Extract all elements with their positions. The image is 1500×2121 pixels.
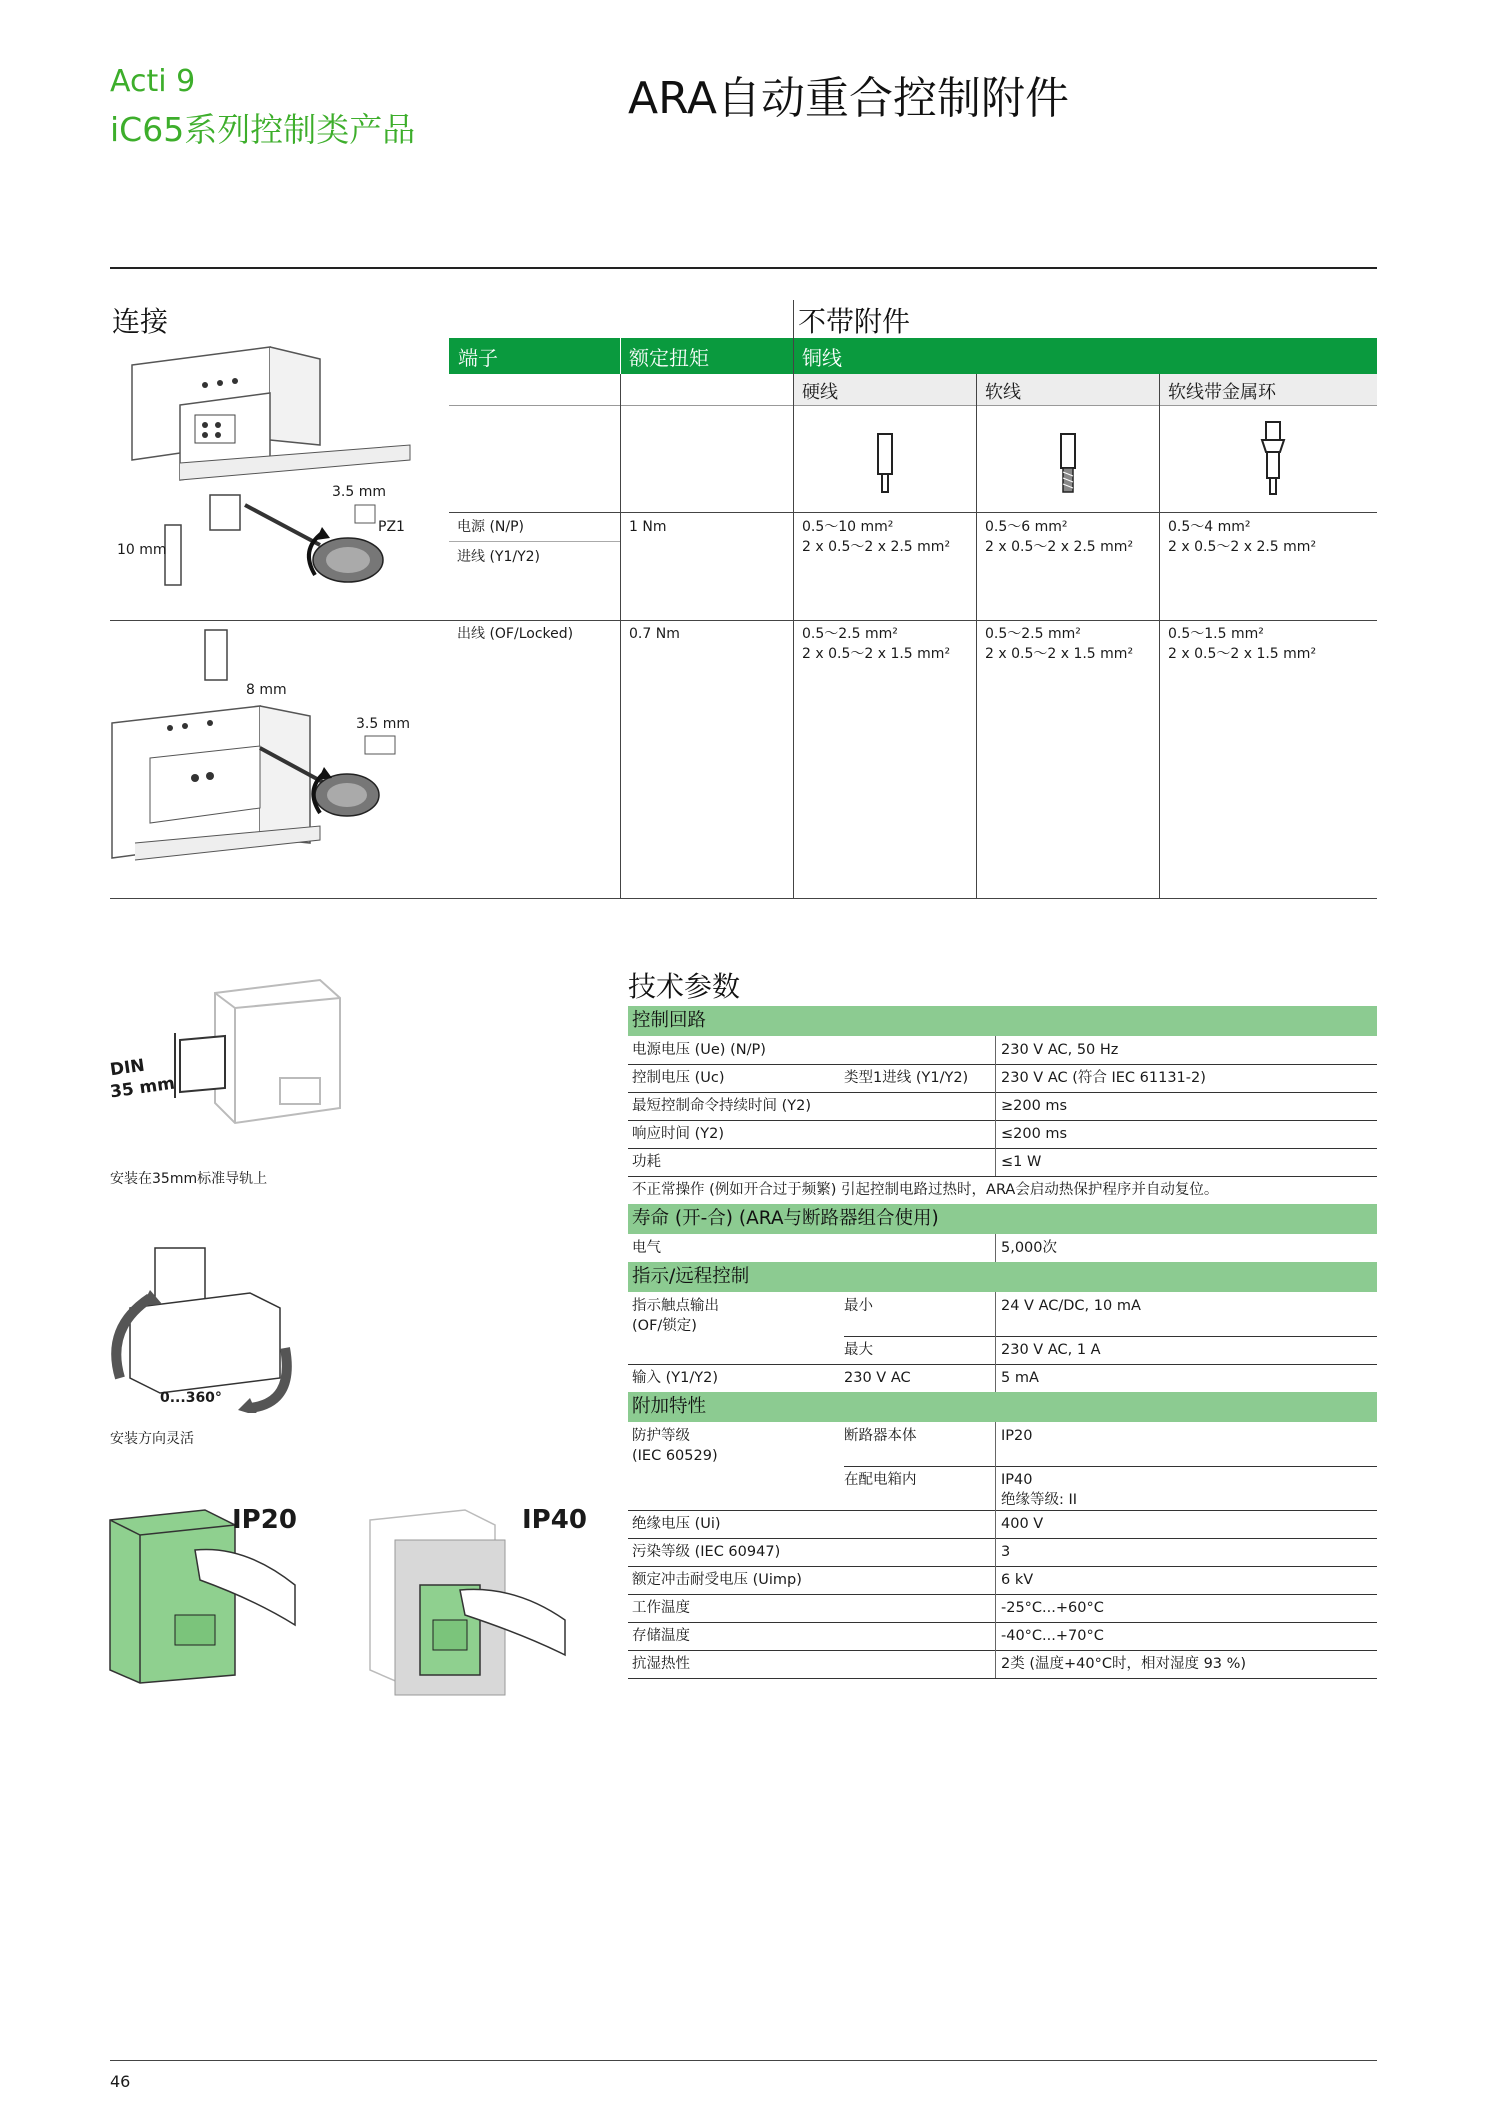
spec-col-divider xyxy=(995,1510,996,1538)
grid-line xyxy=(620,374,621,899)
connection-table-header xyxy=(449,338,1377,374)
spec-row-border xyxy=(628,1364,1377,1365)
din-caption: 安装在35mm标准导轨上 xyxy=(110,1171,268,1187)
din-label: DIN xyxy=(108,1055,146,1081)
spec-value: 2类 (温度+40°C时，相对湿度 93 %) xyxy=(1001,1656,1247,1672)
spec-row-border xyxy=(628,1092,1377,1093)
col-copper-label: 铜线 xyxy=(802,346,842,370)
din-size-label: 35 mm xyxy=(108,1073,177,1103)
spec-col-divider xyxy=(995,1422,996,1466)
spec-row-border xyxy=(628,1678,1377,1679)
spec-col-divider xyxy=(995,1292,996,1336)
spec-param: 指示触点输出 (OF/锁定) xyxy=(632,1298,719,1334)
spec-col-divider xyxy=(995,1064,996,1092)
orientation-caption: 安装方向灵活 xyxy=(110,1431,194,1447)
spec-param: 响应时间 (Y2) xyxy=(632,1126,725,1142)
spec-value: 6 kV xyxy=(1001,1572,1034,1588)
spec-row-border xyxy=(844,1466,1377,1467)
col-torque-label: 额定扭矩 xyxy=(629,346,709,370)
grid-line xyxy=(1159,374,1160,899)
spec-row-border xyxy=(844,1336,1377,1337)
spec-note: 不正常操作 (例如开合过于频繁) 引起控制电路过热时，ARA会启动热保护程序并自动复位。 xyxy=(632,1182,1219,1198)
brand-line-2: iC65系列控制类产品 xyxy=(110,110,416,149)
col-terminal-label: 端子 xyxy=(458,346,498,370)
soft-wire-range-2: 2 x 0.5～2 x 2.5 mm² xyxy=(985,539,1134,555)
spec-param: 抗湿热性 xyxy=(632,1656,690,1672)
spec-subparam: 最小 xyxy=(844,1298,873,1314)
dim-screw-label: 3.5 mm xyxy=(332,484,386,500)
spec-col-divider xyxy=(995,1036,996,1064)
spec-row-border xyxy=(628,1650,1377,1651)
wiring-illustration-input xyxy=(110,345,445,615)
spec-col-divider xyxy=(995,1364,996,1392)
grid-line xyxy=(976,374,977,899)
dim-screw-label: 3.5 mm xyxy=(356,716,410,732)
spec-param: 控制电压 (Uc) xyxy=(632,1070,725,1086)
ferrule-range: 0.5～4 mm² xyxy=(1168,519,1251,535)
no-accessory-heading: 不带附件 xyxy=(798,305,911,338)
ferrule-range-2: 2 x 0.5～2 x 1.5 mm² xyxy=(1168,646,1317,662)
spec-value: ≤200 ms xyxy=(1001,1126,1068,1142)
terminal-supply: 电源 (N/P) xyxy=(457,519,525,535)
ip40-label: IP40 xyxy=(522,1505,587,1535)
top-rule xyxy=(110,267,1377,269)
spec-section-header: 指示/远程控制 xyxy=(628,1262,1377,1292)
spec-row-border xyxy=(628,1566,1377,1567)
spec-param: 防护等级 (IEC 60529) xyxy=(632,1428,718,1464)
spec-col-divider xyxy=(995,1120,996,1148)
torque-value: 1 Nm xyxy=(629,519,667,535)
spec-value: 5 mA xyxy=(1001,1370,1039,1386)
spec-col-divider xyxy=(995,1566,996,1594)
spec-value: 400 V xyxy=(1001,1516,1044,1532)
connection-heading: 连接 xyxy=(112,305,169,338)
page-number: 46 xyxy=(110,2072,131,2091)
spec-param: 输入 (Y1/Y2) xyxy=(632,1370,718,1386)
spec-subparam: 在配电箱内 xyxy=(844,1472,917,1488)
ferrule-wire-icon xyxy=(1258,420,1288,496)
soft-wire-range: 0.5～6 mm² xyxy=(985,519,1068,535)
spec-subparam: 最大 xyxy=(844,1342,873,1358)
hard-wire-range: 0.5～2.5 mm² xyxy=(802,626,898,642)
spec-value: 3 xyxy=(1001,1544,1011,1560)
spec-param: 功耗 xyxy=(632,1154,661,1170)
spec-value: 5,000次 xyxy=(1001,1240,1058,1256)
dim-strip-label: 8 mm xyxy=(246,682,287,698)
spec-value: -40°C...+70°C xyxy=(1001,1628,1104,1644)
spec-param: 存储温度 xyxy=(632,1628,690,1644)
brand-line-1: Acti 9 xyxy=(110,64,196,99)
spec-subparam: 230 V AC xyxy=(844,1370,911,1386)
spec-col-divider xyxy=(995,1466,996,1510)
spec-col-divider xyxy=(995,1594,996,1622)
spec-subparam: 断路器本体 xyxy=(844,1428,917,1444)
rotation-label: 0...360° xyxy=(160,1390,222,1406)
spec-col-divider xyxy=(995,1336,996,1364)
sub-col-soft: 软线 xyxy=(985,382,1021,403)
spec-value: 230 V AC, 50 Hz xyxy=(1001,1042,1119,1058)
spec-row-border xyxy=(628,1120,1377,1121)
sub-col-hard: 硬线 xyxy=(802,382,838,403)
spec-section-header: 寿命 (开-合) (ARA与断路器组合使用) xyxy=(628,1204,1377,1234)
ferrule-range-2: 2 x 0.5～2 x 2.5 mm² xyxy=(1168,539,1317,555)
spec-section-header: 控制回路 xyxy=(628,1006,1377,1036)
spec-value: ≤1 W xyxy=(1001,1154,1042,1170)
footer-rule xyxy=(110,2060,1377,2061)
torque-value: 0.7 Nm xyxy=(629,626,680,642)
soft-wire-range-2: 2 x 0.5～2 x 1.5 mm² xyxy=(985,646,1134,662)
ip20-label: IP20 xyxy=(232,1505,297,1535)
sub-header-blank xyxy=(449,374,793,405)
spec-param: 电气 xyxy=(632,1240,661,1256)
spec-param: 电源电压 (Ue) (N/P) xyxy=(632,1042,766,1058)
hard-wire-icon xyxy=(872,432,898,494)
spec-param: 工作温度 xyxy=(632,1600,690,1616)
driver-type-label: PZ1 xyxy=(378,519,405,535)
spec-col-divider xyxy=(995,1650,996,1678)
grid-line xyxy=(449,405,1377,406)
soft-wire-range: 0.5～2.5 mm² xyxy=(985,626,1081,642)
terminal-output: 出线 (OF/Locked) xyxy=(457,626,574,642)
spec-value: IP40 绝缘等级: II xyxy=(1001,1472,1078,1508)
grid-line xyxy=(449,541,620,542)
spec-value: 230 V AC (符合 IEC 61131-2) xyxy=(1001,1070,1206,1086)
grid-line xyxy=(793,300,794,899)
sub-header-band xyxy=(793,374,1377,405)
hard-wire-range: 0.5～10 mm² xyxy=(802,519,894,535)
spec-value: 24 V AC/DC, 10 mA xyxy=(1001,1298,1141,1314)
spec-param: 最短控制命令持续时间 (Y2) xyxy=(632,1098,812,1114)
spec-col-divider xyxy=(995,1538,996,1566)
ferrule-range: 0.5～1.5 mm² xyxy=(1168,626,1264,642)
spec-param: 污染等级 (IEC 60947) xyxy=(632,1544,781,1560)
dim-strip-label: 10 mm xyxy=(117,542,167,558)
spec-value: -25°C...+60°C xyxy=(1001,1600,1104,1616)
terminal-input: 进线 (Y1/Y2) xyxy=(457,549,541,565)
sub-col-ferrule: 软线带金属环 xyxy=(1168,382,1276,403)
soft-wire-icon xyxy=(1055,432,1081,494)
header-divider xyxy=(620,338,621,374)
spec-section-header: 附加特性 xyxy=(628,1392,1377,1422)
grid-line xyxy=(110,620,1377,621)
specs-heading: 技术参数 xyxy=(628,970,741,1003)
grid-line xyxy=(449,512,1377,513)
hard-wire-range-2: 2 x 0.5～2 x 2.5 mm² xyxy=(802,539,951,555)
spec-row-border xyxy=(628,1176,1377,1177)
spec-value: ≥200 ms xyxy=(1001,1098,1068,1114)
spec-col-divider xyxy=(995,1234,996,1262)
spec-subparam: 类型1进线 (Y1/Y2) xyxy=(844,1070,969,1086)
spec-value: IP20 xyxy=(1001,1428,1033,1444)
spec-row-border xyxy=(628,1622,1377,1623)
spec-col-divider xyxy=(995,1148,996,1176)
spec-row-border xyxy=(628,1538,1377,1539)
spec-col-divider xyxy=(995,1622,996,1650)
grid-line xyxy=(110,898,1377,899)
spec-row-border xyxy=(628,1064,1377,1065)
hard-wire-range-2: 2 x 0.5～2 x 1.5 mm² xyxy=(802,646,951,662)
spec-row-border xyxy=(628,1594,1377,1595)
wiring-illustration-output xyxy=(110,628,445,893)
spec-param: 绝缘电压 (Ui) xyxy=(632,1516,721,1532)
spec-row-border xyxy=(628,1510,1377,1511)
spec-col-divider xyxy=(995,1092,996,1120)
page-title: ARA自动重合控制附件 xyxy=(628,73,1069,124)
spec-value: 230 V AC, 1 A xyxy=(1001,1342,1101,1358)
rotation-illustration xyxy=(110,1238,310,1413)
spec-param: 额定冲击耐受电压 (Uimp) xyxy=(632,1572,802,1588)
spec-row-border xyxy=(628,1148,1377,1149)
